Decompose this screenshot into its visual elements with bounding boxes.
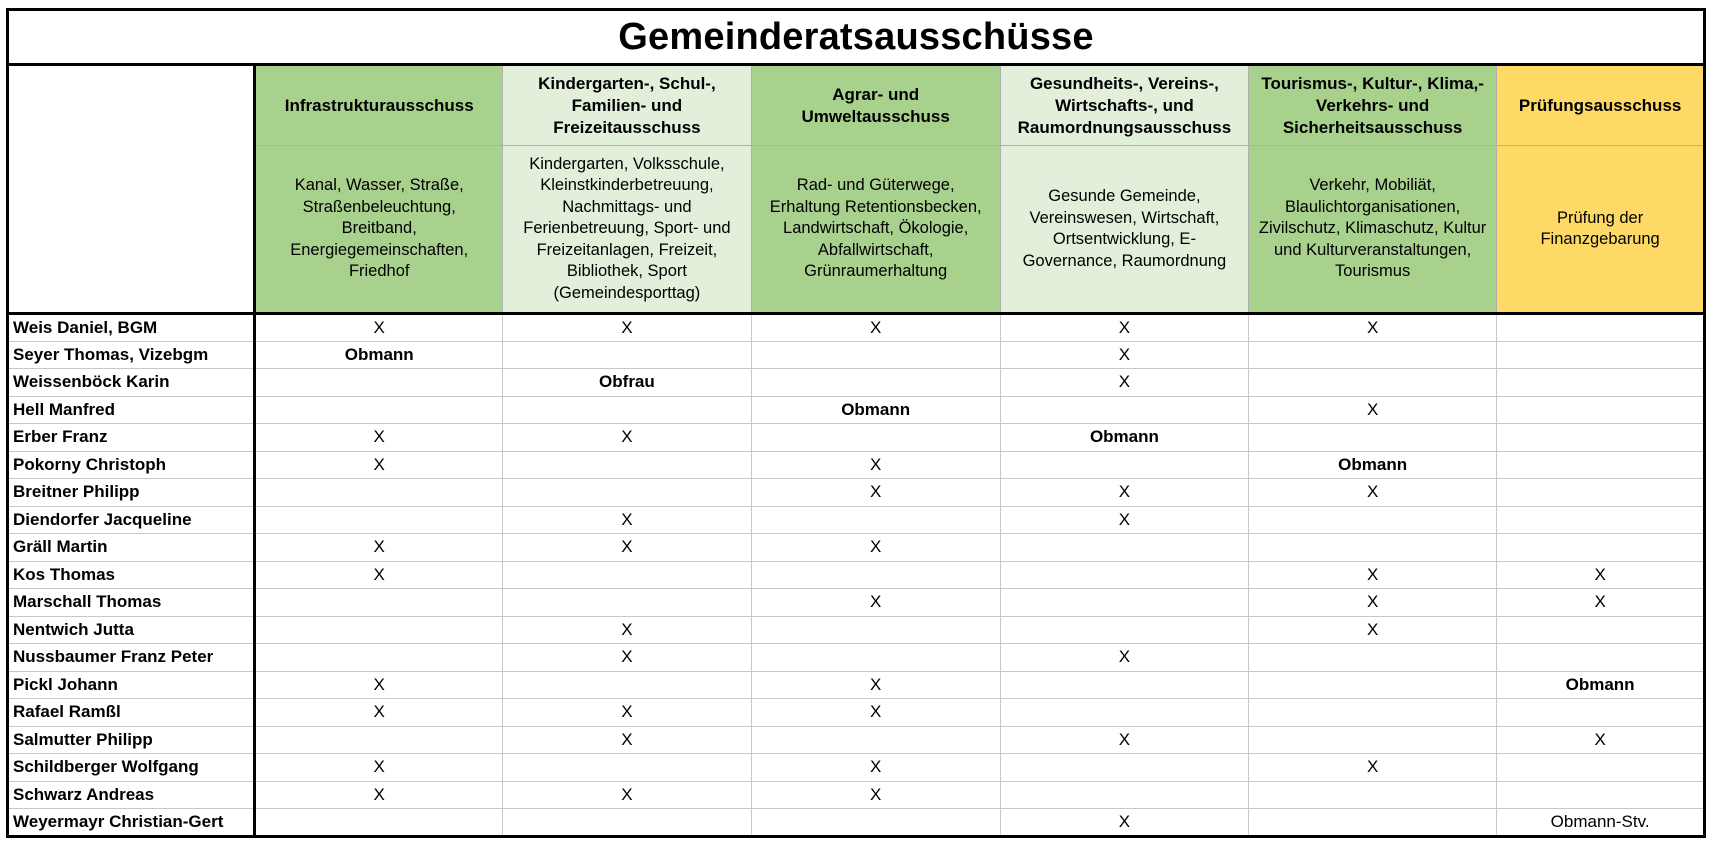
membership-cell: Obmann	[1497, 671, 1705, 699]
membership-cell: X	[1249, 589, 1497, 617]
membership-cell	[1497, 341, 1705, 369]
membership-cell	[751, 644, 1000, 672]
membership-cell	[1249, 699, 1497, 727]
membership-cell: X	[255, 754, 503, 782]
committee-header-row	[8, 65, 1705, 146]
membership-cell	[1249, 644, 1497, 672]
committee-header-3: Agrar- und Umweltausschuss	[751, 65, 1000, 146]
membership-cell: X	[503, 616, 751, 644]
membership-cell: X	[1000, 314, 1248, 342]
committee-header-4: Gesundheits-, Vereins-, Wirtschafts-, und Raumordnungsausschuss	[1000, 65, 1248, 146]
membership-cell	[1000, 699, 1248, 727]
membership-cell	[1249, 809, 1497, 837]
member-name: Pokorny Christoph	[8, 451, 255, 479]
membership-cell: X	[255, 451, 503, 479]
table-row	[8, 451, 1705, 479]
membership-cell	[255, 369, 503, 397]
table-row	[8, 781, 1705, 809]
membership-cell	[255, 589, 503, 617]
membership-cell	[1497, 369, 1705, 397]
membership-cell: Obmann	[255, 341, 503, 369]
member-name: Weissenböck Karin	[8, 369, 255, 397]
committee-description-4: Gesunde Gemeinde, Vereinswesen, Wirtschaft, Ortsentwicklung, E-Governance, Raumordnung	[1000, 146, 1248, 314]
member-name: Schildberger Wolfgang	[8, 754, 255, 782]
member-name: Erber Franz	[8, 424, 255, 452]
membership-cell: X	[751, 781, 1000, 809]
membership-cell	[1249, 506, 1497, 534]
membership-cell	[1249, 781, 1497, 809]
committee-description-row	[8, 146, 1705, 314]
committee-description-1: Kanal, Wasser, Straße, Straßenbeleuchtung, Breitband, Energiegemeinschaften, Friedhof	[255, 146, 503, 314]
membership-cell: X	[503, 534, 751, 562]
member-name: Marschall Thomas	[8, 589, 255, 617]
membership-cell	[503, 754, 751, 782]
table-row	[8, 424, 1705, 452]
membership-cell	[1497, 616, 1705, 644]
membership-cell	[1249, 424, 1497, 452]
membership-cell	[503, 809, 751, 837]
membership-cell	[503, 561, 751, 589]
membership-cell: X	[751, 589, 1000, 617]
membership-cell: X	[1000, 506, 1248, 534]
membership-cell	[1497, 424, 1705, 452]
member-name: Nussbaumer Franz Peter	[8, 644, 255, 672]
membership-cell	[1497, 699, 1705, 727]
committee-description-6: Prüfung der Finanzgebarung	[1497, 146, 1705, 314]
membership-cell: X	[1249, 561, 1497, 589]
membership-cell	[1000, 534, 1248, 562]
member-name: Hell Manfred	[8, 396, 255, 424]
membership-cell	[1497, 451, 1705, 479]
membership-cell: X	[1249, 616, 1497, 644]
membership-cell: X	[751, 699, 1000, 727]
committee-table	[6, 8, 1706, 838]
membership-cell	[503, 479, 751, 507]
membership-cell: X	[1249, 314, 1497, 342]
membership-cell	[503, 451, 751, 479]
membership-cell	[1497, 781, 1705, 809]
membership-cell	[751, 616, 1000, 644]
membership-cell	[751, 369, 1000, 397]
membership-cell: X	[1249, 754, 1497, 782]
membership-cell: X	[751, 314, 1000, 342]
membership-cell	[255, 396, 503, 424]
membership-cell: X	[1497, 726, 1705, 754]
membership-cell: X	[1000, 644, 1248, 672]
member-name: Schwarz Andreas	[8, 781, 255, 809]
table-row	[8, 754, 1705, 782]
membership-cell: X	[1000, 479, 1248, 507]
membership-cell: X	[503, 506, 751, 534]
membership-cell: X	[503, 644, 751, 672]
membership-cell: X	[255, 314, 503, 342]
membership-cell	[751, 561, 1000, 589]
membership-cell: X	[751, 671, 1000, 699]
membership-cell	[503, 671, 751, 699]
title-row	[8, 10, 1705, 65]
membership-cell: X	[255, 424, 503, 452]
membership-cell	[255, 809, 503, 837]
committee-header-2: Kindergarten-, Schul-, Familien- und Freizeitausschuss	[503, 65, 751, 146]
membership-cell	[1497, 396, 1705, 424]
membership-cell	[255, 644, 503, 672]
table-row	[8, 616, 1705, 644]
table-row	[8, 396, 1705, 424]
table-row	[8, 314, 1705, 342]
membership-cell: X	[751, 534, 1000, 562]
membership-cell: X	[751, 754, 1000, 782]
table-row	[8, 671, 1705, 699]
member-name: Seyer Thomas, Vizebgm	[8, 341, 255, 369]
committee-sheet	[6, 8, 1706, 838]
membership-cell	[1000, 451, 1248, 479]
membership-cell: X	[1497, 561, 1705, 589]
membership-cell	[751, 506, 1000, 534]
membership-cell	[1497, 534, 1705, 562]
membership-cell: X	[503, 699, 751, 727]
membership-cell	[503, 589, 751, 617]
table-row	[8, 589, 1705, 617]
table-row	[8, 506, 1705, 534]
committee-description-2: Kindergarten, Volksschule, Kleinstkinderbetreuung, Nachmittags- und Ferienbetreuung, Sport- und Freizeitanlagen, Freizeit, Bibliothek, Sport (Gemeindesporttag)	[503, 146, 751, 314]
membership-cell	[1249, 726, 1497, 754]
membership-cell: Obmann	[1000, 424, 1248, 452]
membership-cell: X	[751, 479, 1000, 507]
membership-cell: X	[1000, 341, 1248, 369]
committee-header-5: Tourismus-, Kultur-, Klima,- Verkehrs- und Sicherheitsausschuss	[1249, 65, 1497, 146]
member-name: Breitner Philipp	[8, 479, 255, 507]
membership-cell	[1497, 506, 1705, 534]
membership-cell: X	[255, 699, 503, 727]
membership-cell	[751, 424, 1000, 452]
member-name: Weis Daniel, BGM	[8, 314, 255, 342]
table-row	[8, 479, 1705, 507]
table-row	[8, 369, 1705, 397]
membership-cell: Obmann	[1249, 451, 1497, 479]
membership-cell	[1497, 314, 1705, 342]
membership-cell: X	[503, 781, 751, 809]
committee-description-3: Rad- und Güterwege, Erhaltung Retentionsbecken, Landwirtschaft, Ökologie, Abfallwirtschaft, Grünraumerhaltung	[751, 146, 1000, 314]
membership-cell: X	[503, 314, 751, 342]
table-row	[8, 644, 1705, 672]
membership-cell	[1249, 671, 1497, 699]
membership-cell	[255, 726, 503, 754]
membership-cell	[1000, 616, 1248, 644]
corner-cell	[8, 65, 255, 314]
table-row	[8, 341, 1705, 369]
membership-cell	[1000, 754, 1248, 782]
membership-cell	[1497, 644, 1705, 672]
table-row	[8, 561, 1705, 589]
membership-cell	[503, 341, 751, 369]
membership-cell	[1249, 534, 1497, 562]
membership-cell	[1000, 589, 1248, 617]
member-name: Gräll Martin	[8, 534, 255, 562]
table-row	[8, 534, 1705, 562]
membership-cell: Obfrau	[503, 369, 751, 397]
membership-cell	[1000, 561, 1248, 589]
membership-cell	[1249, 341, 1497, 369]
membership-cell: X	[1249, 479, 1497, 507]
membership-cell: X	[751, 451, 1000, 479]
member-name: Kos Thomas	[8, 561, 255, 589]
member-name: Pickl Johann	[8, 671, 255, 699]
membership-cell: X	[1000, 809, 1248, 837]
membership-cell	[503, 396, 751, 424]
membership-cell	[751, 726, 1000, 754]
membership-cell	[1249, 369, 1497, 397]
membership-cell: Obmann	[751, 396, 1000, 424]
member-name: Rafael Ramßl	[8, 699, 255, 727]
membership-cell	[255, 616, 503, 644]
member-name: Nentwich Jutta	[8, 616, 255, 644]
membership-cell: X	[255, 534, 503, 562]
membership-cell: X	[1000, 726, 1248, 754]
membership-cell	[1497, 754, 1705, 782]
membership-cell: X	[255, 561, 503, 589]
membership-cell: X	[503, 726, 751, 754]
committee-header-6: Prüfungsausschuss	[1497, 65, 1705, 146]
table-row	[8, 726, 1705, 754]
membership-cell	[751, 341, 1000, 369]
membership-cell: X	[1000, 369, 1248, 397]
membership-cell: X	[255, 781, 503, 809]
membership-cell: X	[1249, 396, 1497, 424]
membership-cell: X	[503, 424, 751, 452]
membership-cell: X	[255, 671, 503, 699]
membership-cell	[1497, 479, 1705, 507]
membership-cell	[1000, 781, 1248, 809]
membership-cell: X	[1497, 589, 1705, 617]
membership-cell	[1000, 396, 1248, 424]
membership-cell	[255, 479, 503, 507]
membership-cell	[1000, 671, 1248, 699]
table-row	[8, 699, 1705, 727]
membership-cell: Obmann-Stv.	[1550, 811, 1650, 831]
table-row	[8, 809, 1705, 837]
committee-header-1: Infrastrukturausschuss	[255, 65, 503, 146]
committee-description-5: Verkehr, Mobiliät, Blaulichtorganisationen, Zivilschutz, Klimaschutz, Kultur und Kulturveranstaltungen, Tourismus	[1249, 146, 1497, 314]
page-title: Gemeinderatsausschüsse	[8, 10, 1705, 65]
member-name: Weyermayr Christian-Gert	[8, 809, 255, 837]
membership-cell	[255, 506, 503, 534]
member-name: Diendorfer Jacqueline	[8, 506, 255, 534]
member-table-body	[8, 314, 1705, 837]
membership-cell	[751, 809, 1000, 837]
member-name: Salmutter Philipp	[8, 726, 255, 754]
